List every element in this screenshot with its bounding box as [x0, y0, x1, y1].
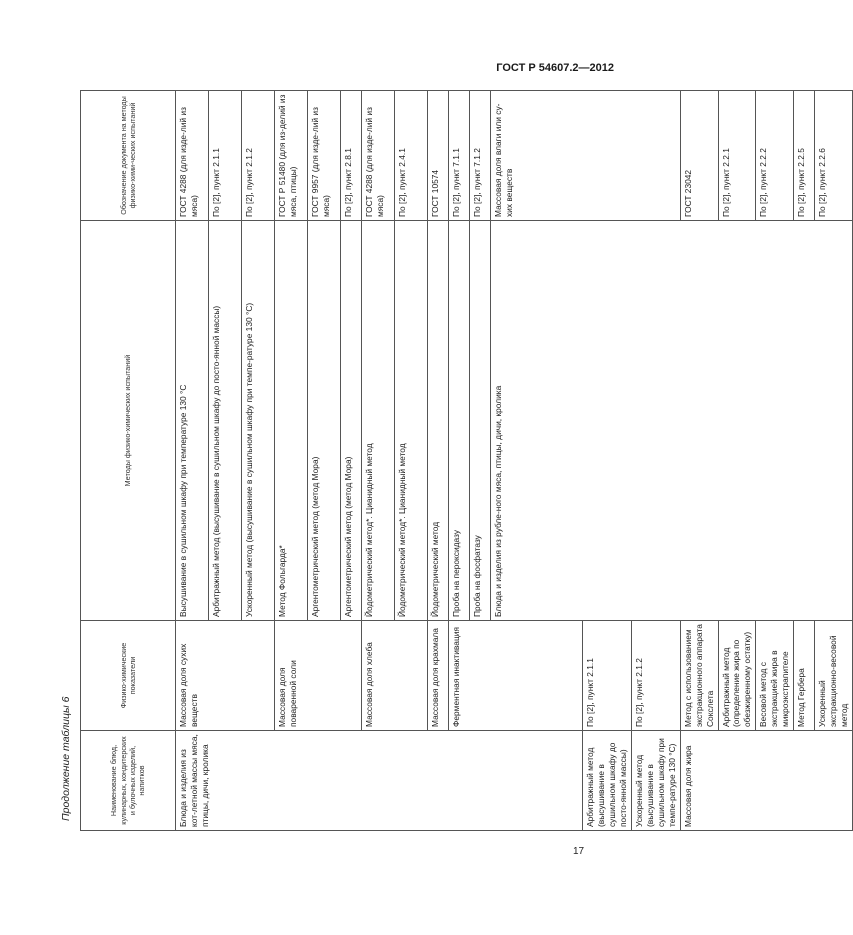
- page-number: 17: [573, 846, 585, 857]
- method-cell: Ускоренный метод (высушивание в сушильном шкафу при темпе-ратуре 130 °С): [242, 221, 275, 621]
- document-cell: ГОСТ 4288 (для изде-лий из мяса): [362, 91, 395, 221]
- method-cell: Йодометрический метод: [428, 221, 449, 621]
- document-cell: По [2], пункт 2.2.6: [815, 91, 853, 221]
- document-cell: ГОСТ Р 51480 (для из-делий из мяса, птицы): [275, 91, 308, 221]
- table-row: [428, 91, 449, 831]
- standard-code: ГОСТ Р 54607.2—2012: [496, 62, 614, 74]
- table-row: [275, 91, 308, 831]
- indicator-cell: Массовая доля сухих веществ: [176, 621, 275, 731]
- document-cell: По [2], пункт 2.1.1: [209, 91, 242, 221]
- document-cell: По [2], пункт 2.1.1: [583, 621, 632, 731]
- document-cell: ГОСТ 10574: [428, 91, 449, 221]
- rotated-page: [58, 91, 849, 831]
- document-cell: ГОСТ 9957 (для изде-лий из мяса): [308, 91, 341, 221]
- methods-table: [80, 90, 853, 831]
- method-cell: Ускоренный метод (высушивание в сушильном шкафу при темпе-ратуре 130 °С): [632, 731, 681, 831]
- indicator-cell: Массовая доля хлеба: [362, 621, 428, 731]
- method-cell: Аргентометрический метод (метод Мора): [308, 221, 341, 621]
- document-cell: ГОСТ 23042: [680, 91, 718, 221]
- document-cell: По [2], пункт 2.2.5: [794, 91, 815, 221]
- document-cell: По [2], пункт 7.1.1: [449, 91, 470, 221]
- table-row: [176, 91, 209, 831]
- method-cell: Арбитражный метод (высушивание в сушильном шкафу до посто-янной массы): [209, 221, 242, 621]
- indicator-cell: Массовая доля влаги или су-хих веществ: [491, 91, 681, 221]
- indicator-cell: Массовая доля жира: [680, 731, 852, 831]
- col-header-indicator: Физико-химические показатели: [81, 621, 176, 731]
- method-cell: Высушивание в сушильном шкафу при температуре 130 °С: [176, 221, 209, 621]
- document-cell: По [2], пункт 2.1.2: [242, 91, 275, 221]
- document-cell: По [2], пункт 2.2.2: [756, 91, 794, 221]
- method-cell: Арбитражный метод (определение жира по обезжиренному остатку): [718, 621, 756, 731]
- document-cell: ГОСТ 4288 (для изде-лий из мяса): [176, 91, 209, 221]
- dish-cell: Блюда и изделия из кот-летной массы мяса, птицы, дичи, кролика: [176, 731, 583, 831]
- method-cell: Йодометрический метод*. Цианидный метод: [395, 221, 428, 621]
- table-row: [362, 91, 395, 831]
- method-cell: Метод Фольгарда*: [275, 221, 308, 621]
- table-header-row: [81, 91, 176, 831]
- document-cell: По [2], пункт 2.8.1: [341, 91, 362, 221]
- method-cell: Проба на пероксидазу: [449, 221, 470, 621]
- col-header-document: Обозначение документа на методы физико-хими-ческих испытаний: [81, 91, 176, 221]
- document-cell: По [2], пункт 2.1.2: [632, 621, 681, 731]
- document-cell: По [2], пункт 2.2.1: [718, 91, 756, 221]
- indicator-cell: Массовая доля поваренной соли: [275, 621, 362, 731]
- continuation-label: Продолжение таблицы 6: [60, 696, 72, 821]
- col-header-method: Методы физико-химических испытаний: [81, 221, 176, 621]
- indicator-cell: Ферментная инактивация: [449, 621, 583, 731]
- col-header-dish: Наименование блюд, кулинарных, кондитерских и булочных изделий, напитков: [81, 731, 176, 831]
- document-cell: По [2], пункт 2.4.1: [395, 91, 428, 221]
- method-cell: Ускоренный экстракционно-весовой метод: [815, 621, 853, 731]
- table-row: [449, 91, 470, 831]
- method-cell: Проба на фосфатазу: [470, 221, 491, 621]
- method-cell: Йодометрический метод*. Цианидный метод: [362, 221, 395, 621]
- indicator-cell: Массовая доля крахмала: [428, 621, 449, 731]
- dish-cell: Блюда и изделия из рубле-ного мяса, птицы, дичи, кролика: [491, 221, 853, 621]
- method-cell: Весовой метод с экстракцией жира в микроэкстрапителе: [756, 621, 794, 731]
- method-cell: Арбитражный метод (высушивание в сушильном шкафу до посто-янной массы): [583, 731, 632, 831]
- method-cell: Метод Гербера: [794, 621, 815, 731]
- method-cell: Аргентометрический метод (метод Мора): [341, 221, 362, 621]
- method-cell: Метод с использованием экстракционного аппарата Сокслета: [680, 621, 718, 731]
- document-cell: По [2], пункт 7.1.2: [470, 91, 491, 221]
